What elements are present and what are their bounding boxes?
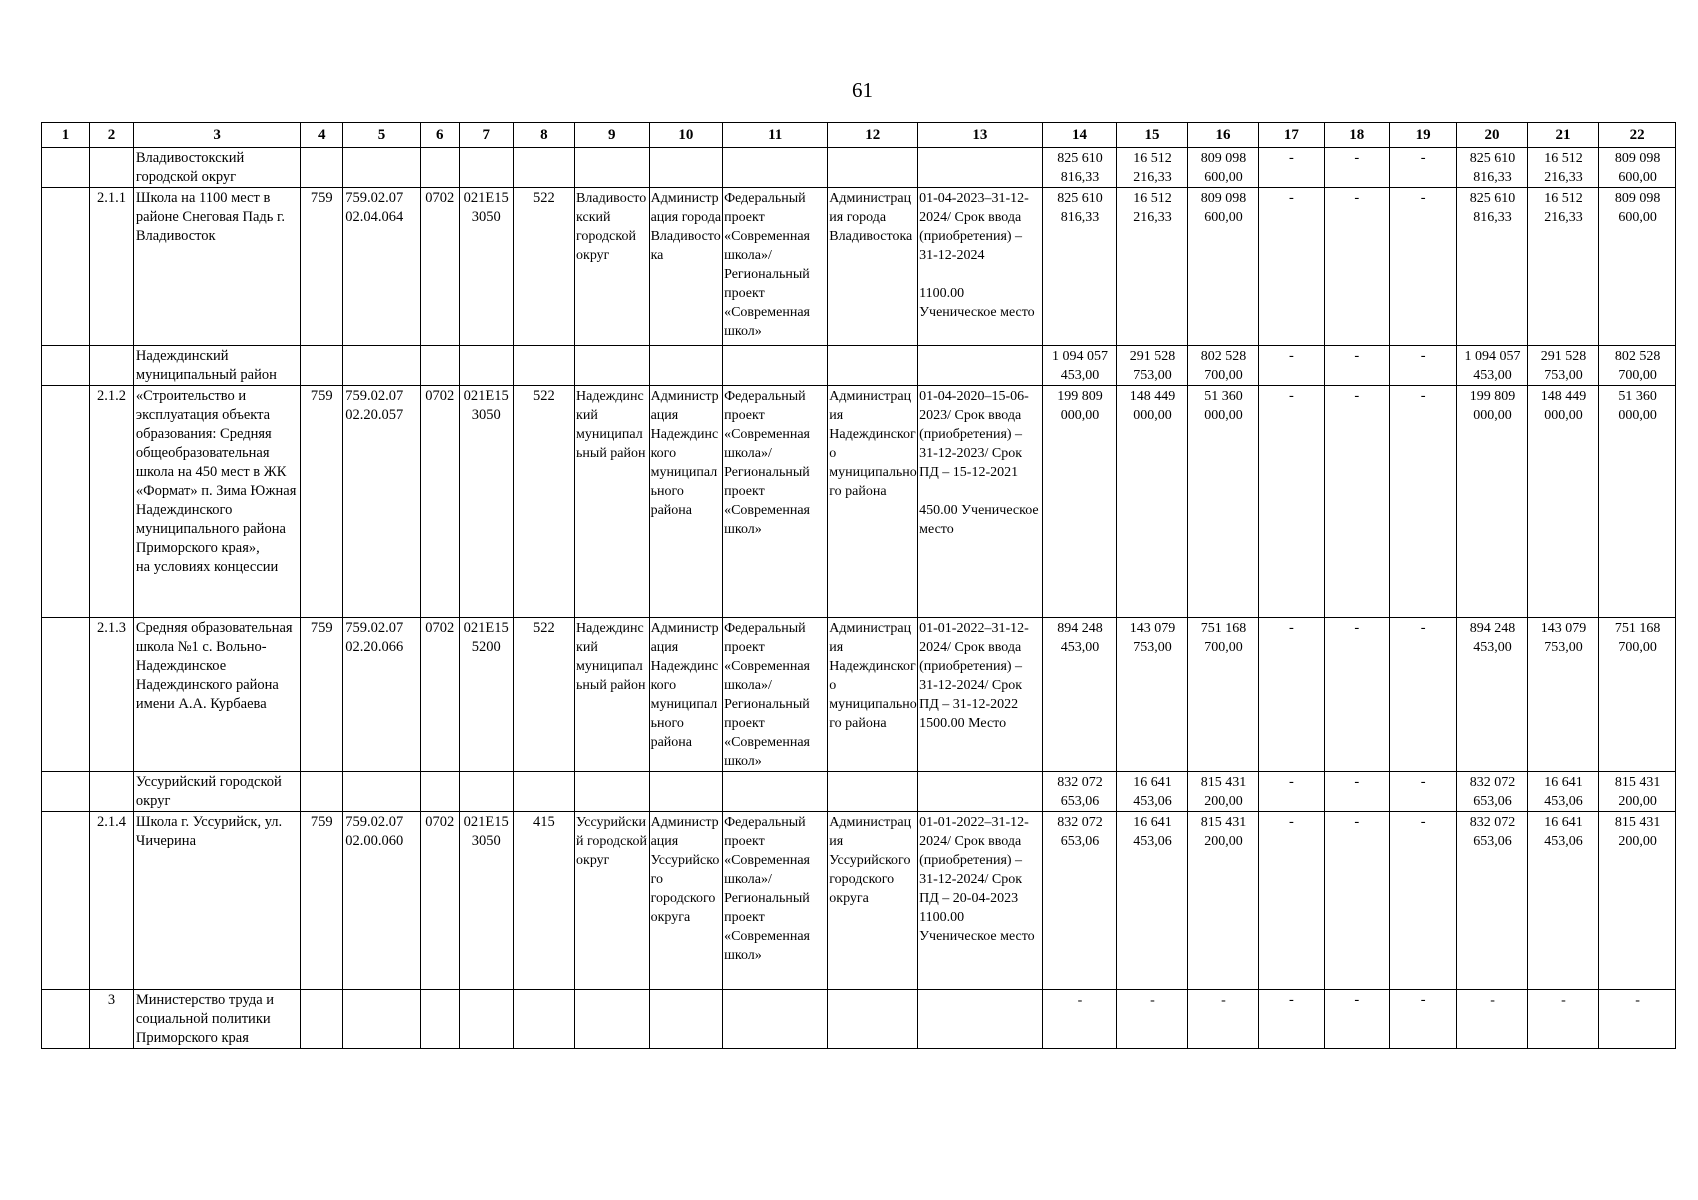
table-cell: - xyxy=(1259,148,1324,188)
col-header: 9 xyxy=(575,123,650,148)
col-header: 21 xyxy=(1527,123,1598,148)
table-cell: - xyxy=(1259,188,1324,346)
table-row xyxy=(42,346,1676,386)
table-cell: 021E15 3050 xyxy=(459,386,513,618)
table-cell: 825 610 816,33 xyxy=(1042,188,1117,346)
table-cell xyxy=(459,346,513,386)
table-cell: Администрация города Владивостока xyxy=(649,188,723,346)
table-cell: - xyxy=(1187,990,1258,1049)
budget-table xyxy=(41,122,1676,1049)
table-cell: - xyxy=(1324,618,1389,772)
col-header: 3 xyxy=(133,123,300,148)
table-cell: 825 610 816,33 xyxy=(1457,148,1527,188)
table-cell: 2.1.2 xyxy=(89,386,133,618)
col-header: 14 xyxy=(1042,123,1117,148)
table-cell xyxy=(649,990,723,1049)
table-row xyxy=(42,812,1676,990)
table-cell xyxy=(42,386,90,618)
table-cell: - xyxy=(1389,386,1456,618)
table-cell: 802 528 700,00 xyxy=(1599,346,1676,386)
table-cell: - xyxy=(1389,812,1456,990)
table-cell xyxy=(42,188,90,346)
table-cell: 16 512 216,33 xyxy=(1527,148,1598,188)
table-cell xyxy=(301,990,343,1049)
table-cell: - xyxy=(1527,990,1598,1049)
table-cell: 16 641 453,06 xyxy=(1527,812,1598,990)
table-cell xyxy=(575,990,650,1049)
table-cell xyxy=(343,772,421,812)
col-header: 2 xyxy=(89,123,133,148)
table-cell: 832 072 653,06 xyxy=(1457,772,1527,812)
table-cell xyxy=(918,148,1043,188)
table-cell: 809 098 600,00 xyxy=(1599,188,1676,346)
table-cell: Владивостокский городской округ xyxy=(133,148,300,188)
table-cell xyxy=(42,618,90,772)
table-cell: - xyxy=(1259,812,1324,990)
table-cell: 825 610 816,33 xyxy=(1457,188,1527,346)
table-cell: - xyxy=(1457,990,1527,1049)
table-cell xyxy=(918,346,1043,386)
col-header: 5 xyxy=(343,123,421,148)
table-cell: 815 431 200,00 xyxy=(1187,812,1258,990)
table-cell: 832 072 653,06 xyxy=(1042,772,1117,812)
table-cell: - xyxy=(1259,386,1324,618)
table-cell: 809 098 600,00 xyxy=(1599,148,1676,188)
col-header: 11 xyxy=(723,123,828,148)
table-cell: Администрация Надеждинского муниципального района xyxy=(828,618,918,772)
table-cell: - xyxy=(1259,618,1324,772)
table-cell: 809 098 600,00 xyxy=(1187,188,1258,346)
table-cell: - xyxy=(1324,990,1389,1049)
table-row xyxy=(42,188,1676,346)
table-cell: Администрация Уссурийского городского округа xyxy=(649,812,723,990)
table-cell xyxy=(649,148,723,188)
table-cell xyxy=(459,148,513,188)
table-cell xyxy=(649,772,723,812)
table-cell: - xyxy=(1259,772,1324,812)
table-row xyxy=(42,990,1676,1049)
table-cell: - xyxy=(1117,990,1187,1049)
table-cell: 759.02.07 02.00.060 xyxy=(343,812,421,990)
table-cell: 759 xyxy=(301,188,343,346)
table-cell xyxy=(301,346,343,386)
table-cell xyxy=(42,772,90,812)
table-cell xyxy=(459,772,513,812)
table-cell: - xyxy=(1389,148,1456,188)
table-cell: 16 512 216,33 xyxy=(1527,188,1598,346)
table-cell: Администрация города Владивостока xyxy=(828,188,918,346)
table-cell xyxy=(301,148,343,188)
table-cell: 759 xyxy=(301,812,343,990)
table-cell: - xyxy=(1389,772,1456,812)
table-cell: 143 079 753,00 xyxy=(1117,618,1187,772)
table-cell: Надеждинский муниципальный район xyxy=(575,618,650,772)
table-row xyxy=(42,386,1676,618)
table-cell: 0702 xyxy=(420,188,459,346)
table-row xyxy=(42,618,1676,772)
table-cell: 51 360 000,00 xyxy=(1187,386,1258,618)
table-cell: 759.02.07 02.20.066 xyxy=(343,618,421,772)
table-cell: 894 248 453,00 xyxy=(1042,618,1117,772)
col-header: 12 xyxy=(828,123,918,148)
table-cell: Администрация Надеждинского муниципального района xyxy=(828,386,918,618)
table-cell: 759 xyxy=(301,618,343,772)
table-cell: 415 xyxy=(513,812,574,990)
table-cell xyxy=(513,772,574,812)
table-cell: - xyxy=(1389,188,1456,346)
table-cell xyxy=(343,148,421,188)
table-cell xyxy=(723,990,828,1049)
col-header: 15 xyxy=(1117,123,1187,148)
table-cell: 2.1.1 xyxy=(89,188,133,346)
col-header: 22 xyxy=(1599,123,1676,148)
table-cell xyxy=(828,148,918,188)
table-cell xyxy=(420,148,459,188)
table-cell: Федеральный проект «Современная школа»/Региональный проект «Современная школ» xyxy=(723,188,828,346)
table-cell xyxy=(42,346,90,386)
table-cell: Федеральный проект «Современная школа»/Региональный проект «Современная школ» xyxy=(723,386,828,618)
table-cell: - xyxy=(1324,772,1389,812)
table-cell: 16 641 453,06 xyxy=(1117,772,1187,812)
table-cell xyxy=(828,990,918,1049)
table-cell: 751 168 700,00 xyxy=(1599,618,1676,772)
table-cell: - xyxy=(1324,812,1389,990)
table-cell: 199 809 000,00 xyxy=(1457,386,1527,618)
table-cell xyxy=(420,346,459,386)
table-cell: - xyxy=(1389,618,1456,772)
col-header: 8 xyxy=(513,123,574,148)
table-cell: 021E15 3050 xyxy=(459,812,513,990)
table-cell: Средняя образовательная школа №1 с. Вольно-Надеждинское Надеждинского района имени А.А. Курбаева xyxy=(133,618,300,772)
table-cell: 16 512 216,33 xyxy=(1117,148,1187,188)
table-cell: Надеждинский муниципальный район xyxy=(133,346,300,386)
table-cell xyxy=(649,346,723,386)
page-number: 61 xyxy=(852,78,873,102)
col-header: 16 xyxy=(1187,123,1258,148)
table-cell xyxy=(42,990,90,1049)
table-cell: - xyxy=(1259,346,1324,386)
table-cell xyxy=(723,148,828,188)
table-cell: - xyxy=(1324,386,1389,618)
table-cell: 021E15 5200 xyxy=(459,618,513,772)
col-header: 1 xyxy=(42,123,90,148)
table-cell xyxy=(723,346,828,386)
table-cell: Уссурийский городской округ xyxy=(133,772,300,812)
col-header: 20 xyxy=(1457,123,1527,148)
table-cell: 759.02.07 02.04.064 xyxy=(343,188,421,346)
table-cell: 01-01-2022–31-12-2024/ Срок ввода (приобретения) – 31-12-2024/ Срок ПД – 31-12-2022 1500.00 Место xyxy=(918,618,1043,772)
table-cell: 01-04-2020–15-06-2023/ Срок ввода (приобретения) – 31-12-2023/ Срок ПД – 15-12-2021 450.00 Ученическое место xyxy=(918,386,1043,618)
table-cell: Владивостокский городской округ xyxy=(575,188,650,346)
table-cell: 51 360 000,00 xyxy=(1599,386,1676,618)
table-cell: Школа на 1100 мест в районе Снеговая Падь г. Владивосток xyxy=(133,188,300,346)
table-cell xyxy=(828,346,918,386)
table-cell: 522 xyxy=(513,386,574,618)
table-cell: 2.1.3 xyxy=(89,618,133,772)
table-cell: - xyxy=(1389,346,1456,386)
col-header: 4 xyxy=(301,123,343,148)
table-cell: 021E15 3050 xyxy=(459,188,513,346)
col-header: 17 xyxy=(1259,123,1324,148)
table-cell xyxy=(828,772,918,812)
table-cell: 291 528 753,00 xyxy=(1527,346,1598,386)
table-cell: 815 431 200,00 xyxy=(1599,772,1676,812)
table-cell: 148 449 000,00 xyxy=(1527,386,1598,618)
table-cell: Администрация Надеждинского муниципального района xyxy=(649,386,723,618)
table-cell xyxy=(513,990,574,1049)
table-cell: 802 528 700,00 xyxy=(1187,346,1258,386)
table-cell: 16 641 453,06 xyxy=(1117,812,1187,990)
table-cell xyxy=(301,772,343,812)
table-cell xyxy=(42,148,90,188)
table-cell: 1 094 057 453,00 xyxy=(1042,346,1117,386)
table-cell: 16 641 453,06 xyxy=(1527,772,1598,812)
table-cell: 894 248 453,00 xyxy=(1457,618,1527,772)
col-header: 7 xyxy=(459,123,513,148)
table-cell: 759.02.07 02.20.057 xyxy=(343,386,421,618)
table-cell xyxy=(89,772,133,812)
table-cell: «Строительство и эксплуатация объекта образования: Средняя общеобразовательная школа на 450 мест в ЖК «Формат» п. Зима Южная Надеждинского муниципального района Приморского края», на условиях концессии xyxy=(133,386,300,618)
table-cell: Федеральный проект «Современная школа»/Региональный проект «Современная школ» xyxy=(723,618,828,772)
header-row xyxy=(42,123,1676,148)
table-cell xyxy=(575,346,650,386)
table-cell: - xyxy=(1599,990,1676,1049)
table-cell: 291 528 753,00 xyxy=(1117,346,1187,386)
table-cell xyxy=(420,772,459,812)
table-cell xyxy=(513,346,574,386)
table-cell: 143 079 753,00 xyxy=(1527,618,1598,772)
table-cell: 1 094 057 453,00 xyxy=(1457,346,1527,386)
table-cell: - xyxy=(1389,990,1456,1049)
col-header: 19 xyxy=(1389,123,1456,148)
table-cell: 0702 xyxy=(420,386,459,618)
table-cell xyxy=(918,772,1043,812)
table-cell: 2.1.4 xyxy=(89,812,133,990)
table-cell: Надеждинский муниципальный район xyxy=(575,386,650,618)
table-cell: Министерство труда и социальной политики Приморского края xyxy=(133,990,300,1049)
table-cell: 759 xyxy=(301,386,343,618)
table-cell: 832 072 653,06 xyxy=(1042,812,1117,990)
table-cell: 832 072 653,06 xyxy=(1457,812,1527,990)
table-cell: Федеральный проект «Современная школа»/Региональный проект «Современная школ» xyxy=(723,812,828,990)
table-cell xyxy=(42,812,90,990)
table-cell: 0702 xyxy=(420,618,459,772)
table-cell: 522 xyxy=(513,188,574,346)
table-cell: 809 098 600,00 xyxy=(1187,148,1258,188)
table-cell xyxy=(89,346,133,386)
col-header: 6 xyxy=(420,123,459,148)
table-cell: - xyxy=(1042,990,1117,1049)
table-cell: Уссурийский городской округ xyxy=(575,812,650,990)
table-row xyxy=(42,148,1676,188)
col-header: 18 xyxy=(1324,123,1389,148)
table-cell xyxy=(513,148,574,188)
col-header: 10 xyxy=(649,123,723,148)
table-cell: 0702 xyxy=(420,812,459,990)
table-cell: - xyxy=(1324,346,1389,386)
table-cell xyxy=(343,990,421,1049)
table-cell: 01-04-2023–31-12-2024/ Срок ввода (приобретения) – 31-12-2024 1100.00 Ученическое место xyxy=(918,188,1043,346)
table-cell xyxy=(918,990,1043,1049)
table-cell: Администрация Уссурийского городского округа xyxy=(828,812,918,990)
col-header: 13 xyxy=(918,123,1043,148)
table-cell: 148 449 000,00 xyxy=(1117,386,1187,618)
table-cell: Школа г. Уссурийск, ул. Чичерина xyxy=(133,812,300,990)
table-cell: 815 431 200,00 xyxy=(1599,812,1676,990)
table-cell: 16 512 216,33 xyxy=(1117,188,1187,346)
table-cell xyxy=(420,990,459,1049)
table-cell: 199 809 000,00 xyxy=(1042,386,1117,618)
table-cell: - xyxy=(1324,188,1389,346)
table-cell: 3 xyxy=(89,990,133,1049)
table-cell: Администрация Надеждинского муниципального района xyxy=(649,618,723,772)
table-cell xyxy=(723,772,828,812)
table-cell xyxy=(575,148,650,188)
table-cell: 825 610 816,33 xyxy=(1042,148,1117,188)
table-cell: - xyxy=(1259,990,1324,1049)
table-cell: 01-01-2022–31-12-2024/ Срок ввода (приобретения) – 31-12-2024/ Срок ПД – 20-04-2023 1100.00 Ученическое место xyxy=(918,812,1043,990)
table-cell xyxy=(343,346,421,386)
table-cell: 751 168 700,00 xyxy=(1187,618,1258,772)
table-cell xyxy=(459,990,513,1049)
table-cell xyxy=(575,772,650,812)
table-row xyxy=(42,772,1676,812)
table-cell xyxy=(89,148,133,188)
table-cell: - xyxy=(1324,148,1389,188)
table-cell: 522 xyxy=(513,618,574,772)
table-cell: 815 431 200,00 xyxy=(1187,772,1258,812)
